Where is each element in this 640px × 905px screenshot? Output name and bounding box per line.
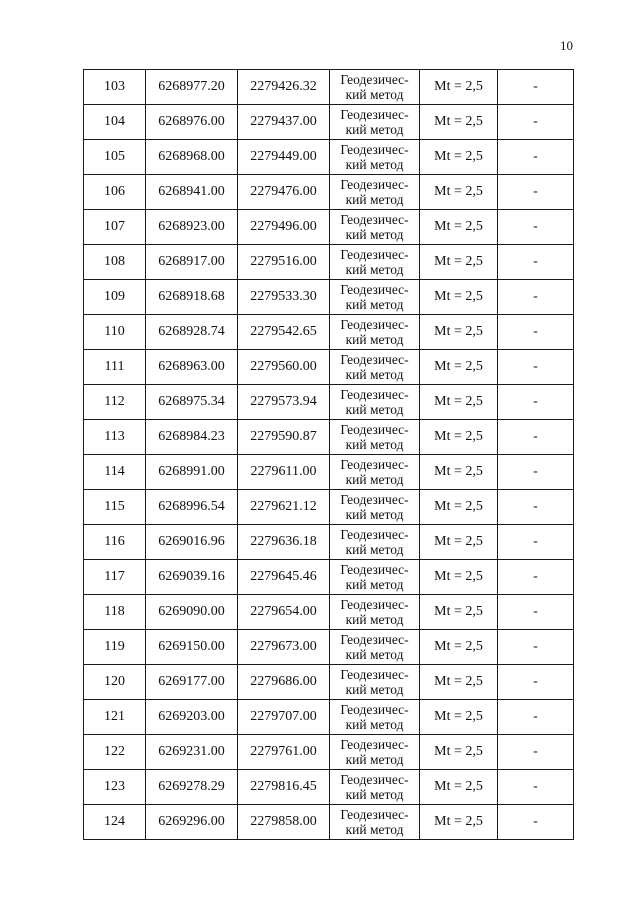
- accuracy-cell: Mt = 2,5: [420, 385, 498, 420]
- method-cell: [330, 770, 420, 805]
- method-line-1: Геодезичес-: [340, 387, 409, 402]
- note-cell: -: [498, 385, 574, 420]
- x-coordinate-cell: 6269090.00: [146, 595, 238, 630]
- y-coordinate-cell: 2279496.00: [238, 210, 330, 245]
- y-coordinate-cell: 2279707.00: [238, 700, 330, 735]
- accuracy-cell: Mt = 2,5: [420, 105, 498, 140]
- accuracy-cell: Mt = 2,5: [420, 140, 498, 175]
- y-coordinate-cell: 2279621.12: [238, 490, 330, 525]
- method-cell: [330, 525, 420, 560]
- x-coordinate-cell: 6268923.00: [146, 210, 238, 245]
- method-line-2: кий метод: [345, 437, 404, 452]
- x-coordinate-cell: 6268984.23: [146, 420, 238, 455]
- method-cell: [330, 280, 420, 315]
- point-number-cell: 118: [84, 595, 146, 630]
- y-coordinate-cell: 2279426.32: [238, 70, 330, 105]
- method-line-1: Геодезичес-: [340, 72, 409, 87]
- point-number-cell: 117: [84, 560, 146, 595]
- method-cell: [330, 490, 420, 525]
- y-coordinate-cell: 2279516.00: [238, 245, 330, 280]
- x-coordinate-cell: 6269278.29: [146, 770, 238, 805]
- point-number-cell: 121: [84, 700, 146, 735]
- x-coordinate-cell: 6269177.00: [146, 665, 238, 700]
- accuracy-cell: Mt = 2,5: [420, 70, 498, 105]
- x-coordinate-cell: 6268996.54: [146, 490, 238, 525]
- accuracy-cell: Mt = 2,5: [420, 700, 498, 735]
- note-cell: -: [498, 175, 574, 210]
- note-cell: -: [498, 105, 574, 140]
- accuracy-cell: Mt = 2,5: [420, 560, 498, 595]
- point-number-cell: 115: [84, 490, 146, 525]
- method-cell: [330, 175, 420, 210]
- x-coordinate-cell: 6268968.00: [146, 140, 238, 175]
- accuracy-cell: Mt = 2,5: [420, 175, 498, 210]
- method-line-1: Геодезичес-: [340, 807, 409, 822]
- point-number-cell: 124: [84, 805, 146, 840]
- accuracy-cell: Mt = 2,5: [420, 350, 498, 385]
- x-coordinate-cell: 6268963.00: [146, 350, 238, 385]
- note-cell: -: [498, 560, 574, 595]
- note-cell: -: [498, 525, 574, 560]
- method-line-2: кий метод: [345, 787, 404, 802]
- note-cell: -: [498, 490, 574, 525]
- table-row: [84, 490, 574, 525]
- method-line-2: кий метод: [345, 227, 404, 242]
- method-cell: [330, 735, 420, 770]
- point-number-cell: 114: [84, 455, 146, 490]
- table-row: [84, 385, 574, 420]
- point-number-cell: 112: [84, 385, 146, 420]
- method-line-1: Геодезичес-: [340, 667, 409, 682]
- y-coordinate-cell: 2279645.46: [238, 560, 330, 595]
- method-line-2: кий метод: [345, 682, 404, 697]
- method-line-2: кий метод: [345, 647, 404, 662]
- x-coordinate-cell: 6269039.16: [146, 560, 238, 595]
- accuracy-cell: Mt = 2,5: [420, 455, 498, 490]
- method-line-1: Геодезичес-: [340, 212, 409, 227]
- table-row: [84, 700, 574, 735]
- note-cell: -: [498, 665, 574, 700]
- x-coordinate-cell: 6268976.00: [146, 105, 238, 140]
- method-line-2: кий метод: [345, 612, 404, 627]
- method-line-1: Геодезичес-: [340, 282, 409, 297]
- note-cell: -: [498, 210, 574, 245]
- table-row: [84, 420, 574, 455]
- method-line-2: кий метод: [345, 752, 404, 767]
- method-cell: [330, 560, 420, 595]
- table-row: [84, 735, 574, 770]
- point-number-cell: 107: [84, 210, 146, 245]
- note-cell: -: [498, 315, 574, 350]
- table-row: [84, 770, 574, 805]
- method-cell: [330, 70, 420, 105]
- x-coordinate-cell: 6269296.00: [146, 805, 238, 840]
- y-coordinate-cell: 2279533.30: [238, 280, 330, 315]
- method-line-2: кий метод: [345, 297, 404, 312]
- accuracy-cell: Mt = 2,5: [420, 770, 498, 805]
- y-coordinate-cell: 2279437.00: [238, 105, 330, 140]
- note-cell: -: [498, 350, 574, 385]
- note-cell: -: [498, 805, 574, 840]
- method-line-1: Геодезичес-: [340, 317, 409, 332]
- point-number-cell: 123: [84, 770, 146, 805]
- table-row: [84, 350, 574, 385]
- y-coordinate-cell: 2279761.00: [238, 735, 330, 770]
- x-coordinate-cell: 6269203.00: [146, 700, 238, 735]
- note-cell: -: [498, 770, 574, 805]
- method-cell: [330, 455, 420, 490]
- method-cell: [330, 630, 420, 665]
- note-cell: -: [498, 455, 574, 490]
- method-line-2: кий метод: [345, 472, 404, 487]
- table-row: [84, 70, 574, 105]
- y-coordinate-cell: 2279686.00: [238, 665, 330, 700]
- coordinates-table: [83, 69, 574, 840]
- y-coordinate-cell: 2279449.00: [238, 140, 330, 175]
- table-row: [84, 560, 574, 595]
- table-row: [84, 105, 574, 140]
- method-line-2: кий метод: [345, 87, 404, 102]
- method-line-2: кий метод: [345, 157, 404, 172]
- method-line-2: кий метод: [345, 332, 404, 347]
- x-coordinate-cell: 6268918.68: [146, 280, 238, 315]
- point-number-cell: 106: [84, 175, 146, 210]
- method-cell: [330, 105, 420, 140]
- table-row: [84, 665, 574, 700]
- accuracy-cell: Mt = 2,5: [420, 595, 498, 630]
- point-number-cell: 111: [84, 350, 146, 385]
- note-cell: -: [498, 595, 574, 630]
- y-coordinate-cell: 2279611.00: [238, 455, 330, 490]
- method-cell: [330, 665, 420, 700]
- note-cell: -: [498, 630, 574, 665]
- method-line-1: Геодезичес-: [340, 527, 409, 542]
- note-cell: -: [498, 140, 574, 175]
- method-cell: [330, 385, 420, 420]
- point-number-cell: 122: [84, 735, 146, 770]
- method-line-2: кий метод: [345, 262, 404, 277]
- x-coordinate-cell: 6268991.00: [146, 455, 238, 490]
- method-line-2: кий метод: [345, 507, 404, 522]
- accuracy-cell: Mt = 2,5: [420, 735, 498, 770]
- note-cell: -: [498, 70, 574, 105]
- method-line-1: Геодезичес-: [340, 772, 409, 787]
- table-row: [84, 805, 574, 840]
- table-row: [84, 525, 574, 560]
- accuracy-cell: Mt = 2,5: [420, 280, 498, 315]
- page-number: 10: [560, 38, 573, 53]
- point-number-cell: 104: [84, 105, 146, 140]
- x-coordinate-cell: 6268928.74: [146, 315, 238, 350]
- x-coordinate-cell: 6268941.00: [146, 175, 238, 210]
- x-coordinate-cell: 6269231.00: [146, 735, 238, 770]
- method-line-1: Геодезичес-: [340, 352, 409, 367]
- method-line-1: Геодезичес-: [340, 422, 409, 437]
- point-number-cell: 113: [84, 420, 146, 455]
- method-line-2: кий метод: [345, 717, 404, 732]
- table-row: [84, 455, 574, 490]
- point-number-cell: 120: [84, 665, 146, 700]
- method-cell: [330, 700, 420, 735]
- point-number-cell: 105: [84, 140, 146, 175]
- accuracy-cell: Mt = 2,5: [420, 630, 498, 665]
- method-line-1: Геодезичес-: [340, 492, 409, 507]
- accuracy-cell: Mt = 2,5: [420, 525, 498, 560]
- method-cell: [330, 350, 420, 385]
- accuracy-cell: Mt = 2,5: [420, 490, 498, 525]
- method-line-2: кий метод: [345, 122, 404, 137]
- method-line-2: кий метод: [345, 367, 404, 382]
- point-number-cell: 108: [84, 245, 146, 280]
- method-cell: [330, 210, 420, 245]
- x-coordinate-cell: 6269016.96: [146, 525, 238, 560]
- y-coordinate-cell: 2279560.00: [238, 350, 330, 385]
- x-coordinate-cell: 6269150.00: [146, 630, 238, 665]
- table-row: [84, 140, 574, 175]
- y-coordinate-cell: 2279636.18: [238, 525, 330, 560]
- y-coordinate-cell: 2279858.00: [238, 805, 330, 840]
- method-line-1: Геодезичес-: [340, 457, 409, 472]
- table-row: [84, 210, 574, 245]
- table-row: [84, 245, 574, 280]
- method-line-1: Геодезичес-: [340, 142, 409, 157]
- point-number-cell: 119: [84, 630, 146, 665]
- note-cell: -: [498, 700, 574, 735]
- accuracy-cell: Mt = 2,5: [420, 420, 498, 455]
- y-coordinate-cell: 2279590.87: [238, 420, 330, 455]
- method-line-1: Геодезичес-: [340, 177, 409, 192]
- method-line-2: кий метод: [345, 822, 404, 837]
- method-line-1: Геодезичес-: [340, 247, 409, 262]
- y-coordinate-cell: 2279673.00: [238, 630, 330, 665]
- method-line-2: кий метод: [345, 192, 404, 207]
- method-line-1: Геодезичес-: [340, 737, 409, 752]
- note-cell: -: [498, 280, 574, 315]
- method-line-2: кий метод: [345, 542, 404, 557]
- method-line-1: Геодезичес-: [340, 702, 409, 717]
- method-cell: [330, 420, 420, 455]
- point-number-cell: 110: [84, 315, 146, 350]
- accuracy-cell: Mt = 2,5: [420, 665, 498, 700]
- accuracy-cell: Mt = 2,5: [420, 805, 498, 840]
- point-number-cell: 103: [84, 70, 146, 105]
- note-cell: -: [498, 420, 574, 455]
- point-number-cell: 116: [84, 525, 146, 560]
- table-row: [84, 595, 574, 630]
- method-line-1: Геодезичес-: [340, 632, 409, 647]
- y-coordinate-cell: 2279816.45: [238, 770, 330, 805]
- method-line-1: Геодезичес-: [340, 107, 409, 122]
- method-cell: [330, 805, 420, 840]
- note-cell: -: [498, 245, 574, 280]
- table-row: [84, 630, 574, 665]
- table-row: [84, 280, 574, 315]
- table-row: [84, 175, 574, 210]
- table-row: [84, 315, 574, 350]
- method-cell: [330, 245, 420, 280]
- table-body: [84, 70, 574, 840]
- y-coordinate-cell: 2279573.94: [238, 385, 330, 420]
- y-coordinate-cell: 2279654.00: [238, 595, 330, 630]
- method-line-1: Геодезичес-: [340, 562, 409, 577]
- method-cell: [330, 140, 420, 175]
- method-cell: [330, 315, 420, 350]
- method-line-2: кий метод: [345, 402, 404, 417]
- y-coordinate-cell: 2279476.00: [238, 175, 330, 210]
- point-number-cell: 109: [84, 280, 146, 315]
- x-coordinate-cell: 6268917.00: [146, 245, 238, 280]
- method-line-1: Геодезичес-: [340, 597, 409, 612]
- accuracy-cell: Mt = 2,5: [420, 315, 498, 350]
- method-cell: [330, 595, 420, 630]
- method-line-2: кий метод: [345, 577, 404, 592]
- accuracy-cell: Mt = 2,5: [420, 210, 498, 245]
- x-coordinate-cell: 6268975.34: [146, 385, 238, 420]
- note-cell: -: [498, 735, 574, 770]
- accuracy-cell: Mt = 2,5: [420, 245, 498, 280]
- x-coordinate-cell: 6268977.20: [146, 70, 238, 105]
- y-coordinate-cell: 2279542.65: [238, 315, 330, 350]
